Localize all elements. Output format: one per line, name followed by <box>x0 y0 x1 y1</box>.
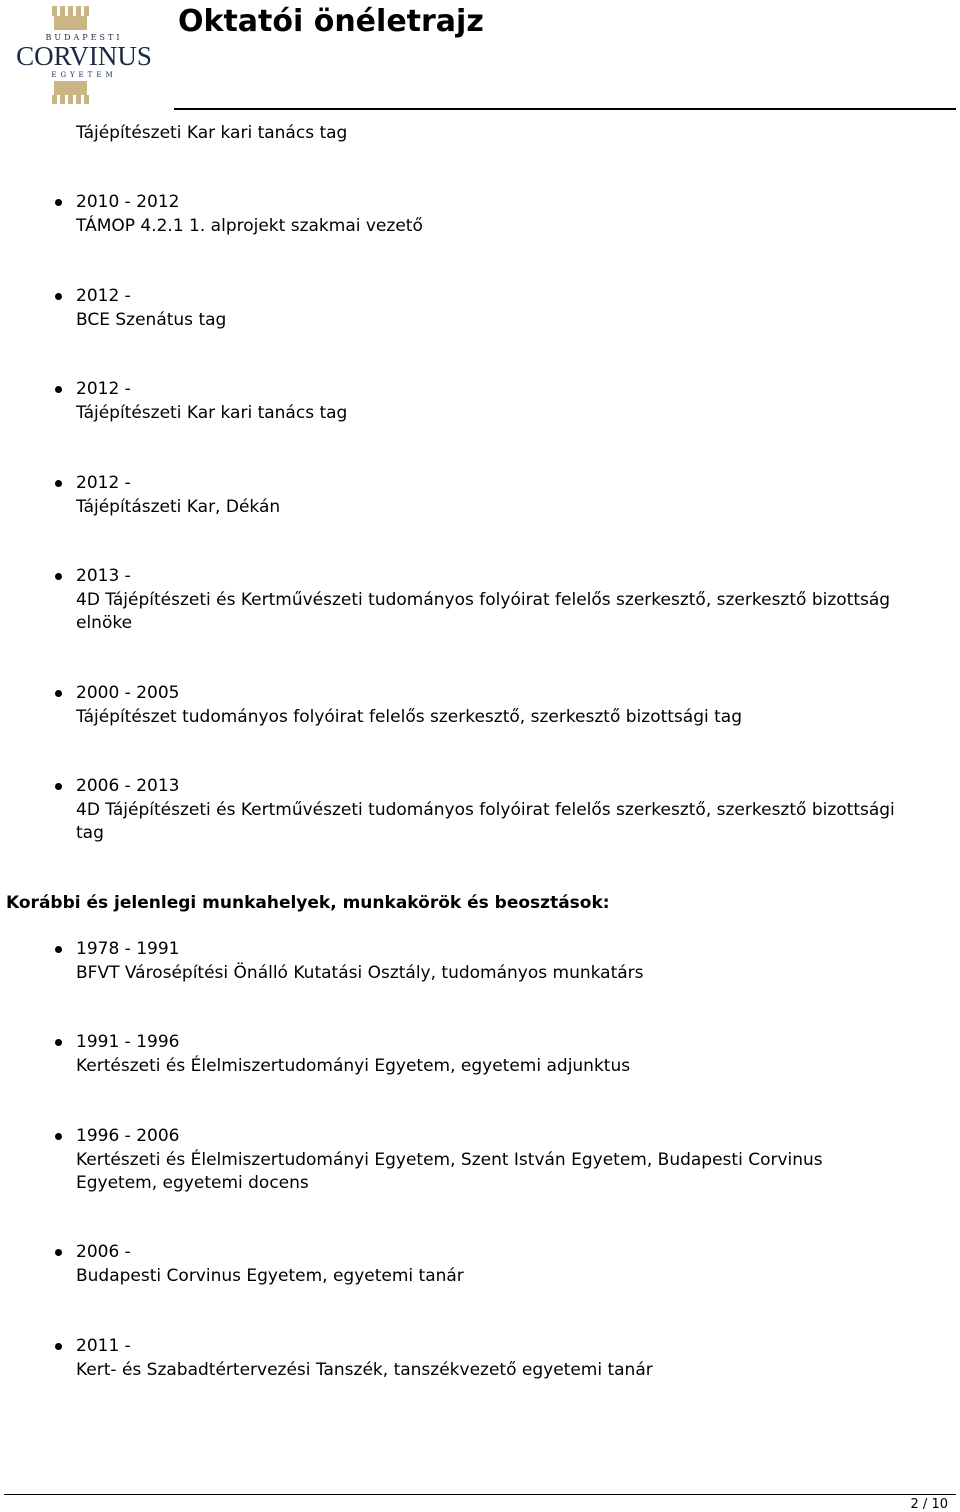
logo-main-text: CORVINUS <box>16 41 152 71</box>
entry-text: Tájépítászeti Kar, Dékán <box>76 496 281 517</box>
entry-text: Tájépítészeti Kar kari tanács tag <box>76 402 348 423</box>
logo-bottom-text: EGYETEM <box>51 71 117 79</box>
entry-period: 2000 - 2005 <box>76 683 180 703</box>
entry-text: TÁMOP 4.2.1 1. alprojekt szakmai vezető <box>76 215 423 236</box>
corvinus-logo <box>4 4 164 106</box>
entry-text: 4D Tájépítészeti és Kertművészeti tudományos folyóirat felelős szerkesztő, szerkesztő bizottság elnöke <box>76 589 891 633</box>
page-title: Oktatói önéletrajz <box>178 4 484 39</box>
entry-period: 1991 - 1996 <box>76 1032 180 1052</box>
page-number: 2 / 10 <box>910 1497 948 1512</box>
list-item <box>76 775 906 846</box>
entry-text: Kert- és Szabadtértervezési Tanszék, tanszékvezető egyetemi tanár <box>76 1359 653 1380</box>
continued-role-text: Tájépítészeti Kar kari tanács tag <box>76 123 348 143</box>
entry-text: BFVT Városépítési Önálló Kutatási Osztály, tudományos munkatárs <box>76 962 644 983</box>
list-item <box>76 191 906 238</box>
entry-period: 2010 - 2012 <box>76 192 180 212</box>
list-item <box>76 378 906 425</box>
list-item <box>76 472 906 519</box>
workplaces-heading: Korábbi és jelenlegi munkahelyek, munkakörök és beosztások: <box>6 893 610 913</box>
entry-period: 1978 - 1991 <box>76 939 180 959</box>
list-item <box>76 938 906 985</box>
entry-period: 2013 - <box>76 566 131 586</box>
list-item <box>76 285 906 332</box>
entry-period: 1996 - 2006 <box>76 1126 180 1146</box>
entry-period: 2012 - <box>76 286 131 306</box>
footer-divider <box>4 1494 956 1495</box>
entry-period: 2006 - 2013 <box>76 776 180 796</box>
entry-text: Budapesti Corvinus Egyetem, egyetemi tanár <box>76 1265 464 1286</box>
entry-text: BCE Szenátus tag <box>76 309 227 330</box>
list-item <box>76 1335 906 1382</box>
entry-period: 2012 - <box>76 473 131 493</box>
list-item <box>76 565 906 636</box>
entry-text: Tájépítészet tudományos folyóirat felelős szerkesztő, szerkesztő bizottsági tag <box>76 706 742 727</box>
entry-text: Kertészeti és Élelmiszertudományi Egyetem, egyetemi adjunktus <box>76 1055 631 1076</box>
list-item <box>76 1241 906 1288</box>
entry-period: 2012 - <box>76 379 131 399</box>
logo-top-text: BUDAPESTI <box>45 33 123 42</box>
entry-text: 4D Tájépítészeti és Kertművészeti tudományos folyóirat felelős szerkesztő, szerkesztő bizottsági tag <box>76 799 895 843</box>
tower-bottom-icon <box>52 81 89 104</box>
entry-text: Kertészeti és Élelmiszertudományi Egyetem, Szent István Egyetem, Budapesti Corvinus Egyetem, egyetemi docens <box>76 1149 823 1193</box>
header-divider <box>174 108 956 110</box>
entry-period: 2006 - <box>76 1242 131 1262</box>
entry-period: 2011 - <box>76 1336 131 1356</box>
list-item <box>76 1031 906 1078</box>
tower-top-icon <box>52 6 89 30</box>
list-item <box>76 682 906 729</box>
list-item <box>76 1125 906 1196</box>
